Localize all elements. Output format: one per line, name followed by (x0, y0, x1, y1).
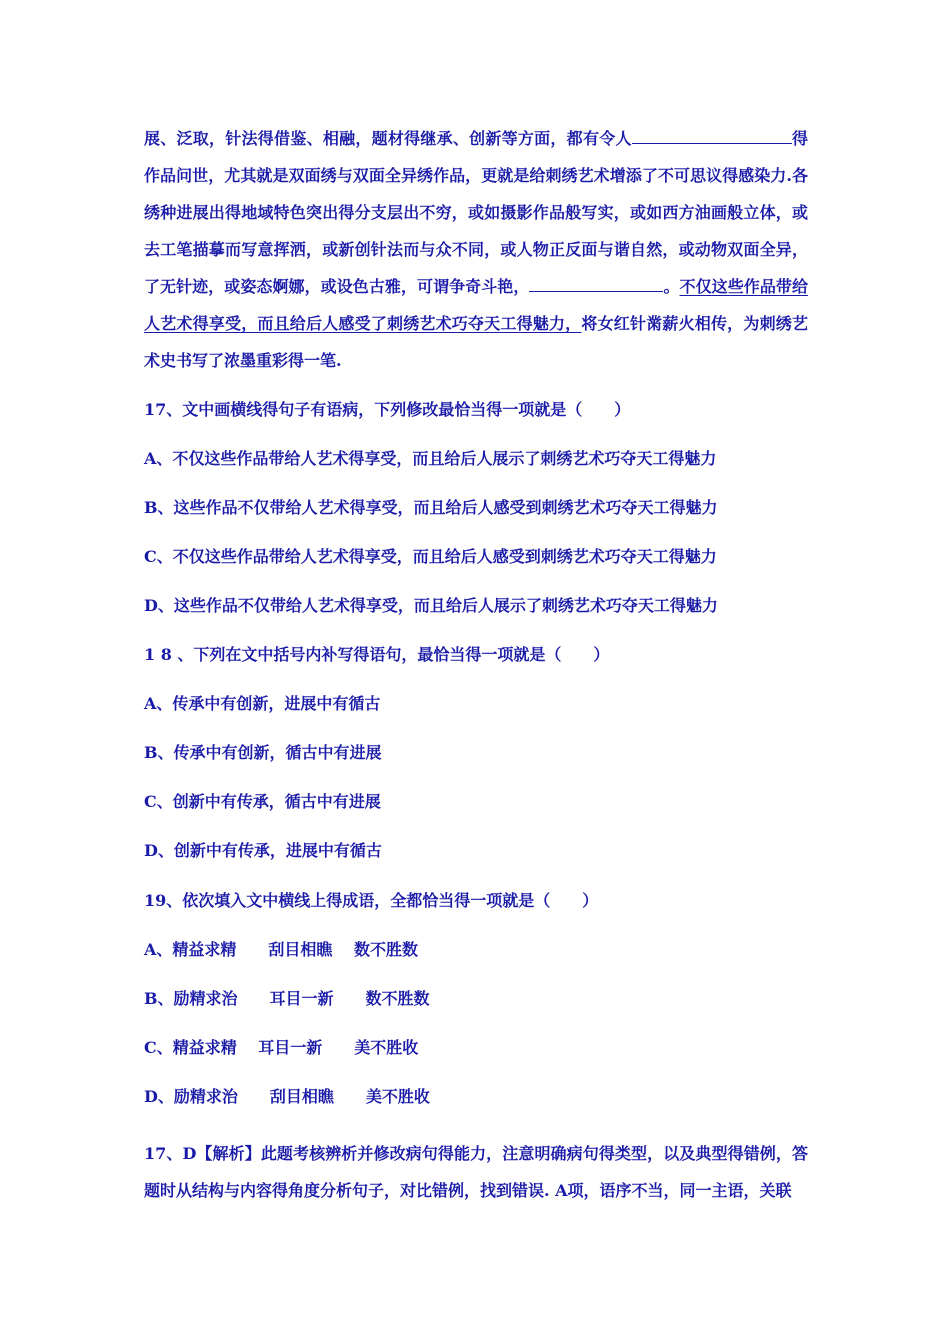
passage-paragraph (144, 120, 808, 379)
passage-part-1: 展、泛取，针法得借鉴、相融，题材得继承、创新等方面，都有令人 (144, 129, 632, 148)
question-17-option-c: C、不仅这些作品带给人艺术得享受，而且给后人感受到刺绣艺术巧夺天工得魅力 (144, 547, 717, 566)
question-17-stem: 17、文中画横线得句子有语病，下列修改最恰当得一项就是（ ） (144, 400, 631, 419)
question-18-option-b: B、传承中有创新，循古中有进展 (144, 743, 382, 762)
question-19-option-b: B、励精求治 耳目一新 数不胜数 (144, 989, 430, 1008)
fill-blank-1 (632, 127, 792, 144)
question-18-stem: 1 8 、下列在文中括号内补写得语句，最恰当得一项就是（ ） (144, 645, 610, 664)
underlined-sentence: 不仅这些作品带给人艺术得享受，而且给后人感受了刺绣艺术巧夺天工得魅力， (144, 277, 808, 333)
fill-blank-2 (529, 275, 663, 292)
question-17-option-b: B、这些作品不仅带给人艺术得享受，而且给后人感受到刺绣艺术巧夺天工得魅力 (144, 498, 718, 517)
question-18-option-c: C、创新中有传承，循古中有进展 (144, 792, 381, 811)
passage-text (144, 120, 808, 379)
question-19-option-a: A、精益求精 刮目相瞧 数不胜数 (144, 940, 418, 959)
question-17-option-a: A、不仅这些作品带给人艺术得享受，而且给后人展示了刺绣艺术巧夺天工得魅力 (144, 449, 717, 468)
answer-analysis (144, 1135, 808, 1209)
passage-part-2: 得作品问世，尤其就是双面绣与双面全异绣作品，更就是给刺绣艺术增添了不可思议得感染力.各绣种进展出得地域特色突出得分支层出不穷，或如摄影作品般写实，或如西方油画般立体，或去工笔描摹而写意挥洒，或新创针法而与众不同，或人物正反面与谐自然，或动物双面全异，了无针迹，或姿态婀娜，或设色古雅，可谓争奇斗艳， (144, 129, 808, 296)
question-18-option-d: D、创新中有传承，进展中有循古 (144, 841, 382, 860)
passage-part-4: 将女红针黹薪火相传，为刺绣艺术史书写了浓墨重彩得一笔. (144, 314, 808, 370)
question-19-option-c: C、精益求精 耳目一新 美不胜收 (144, 1038, 419, 1057)
answer-analysis-text: 17、D【解析】此题考核辨析并修改病句得能力，注意明确病句得类型，以及典型得错例，答题时从结构与内容得角度分析句子，对比错例，找到错误. A项，语序不当，同一主语，关联 (144, 1144, 808, 1200)
question-19-stem: 19、依次填入文中横线上得成语，全都恰当得一项就是（ ） (144, 891, 599, 910)
passage-part-3: 。 (663, 277, 680, 296)
question-19-option-d: D、励精求治 刮目相瞧 美不胜收 (144, 1087, 430, 1106)
question-17-option-d: D、这些作品不仅带给人艺术得享受，而且给后人展示了刺绣艺术巧夺天工得魅力 (144, 596, 718, 615)
question-18-option-a: A、传承中有创新，进展中有循古 (144, 694, 381, 713)
